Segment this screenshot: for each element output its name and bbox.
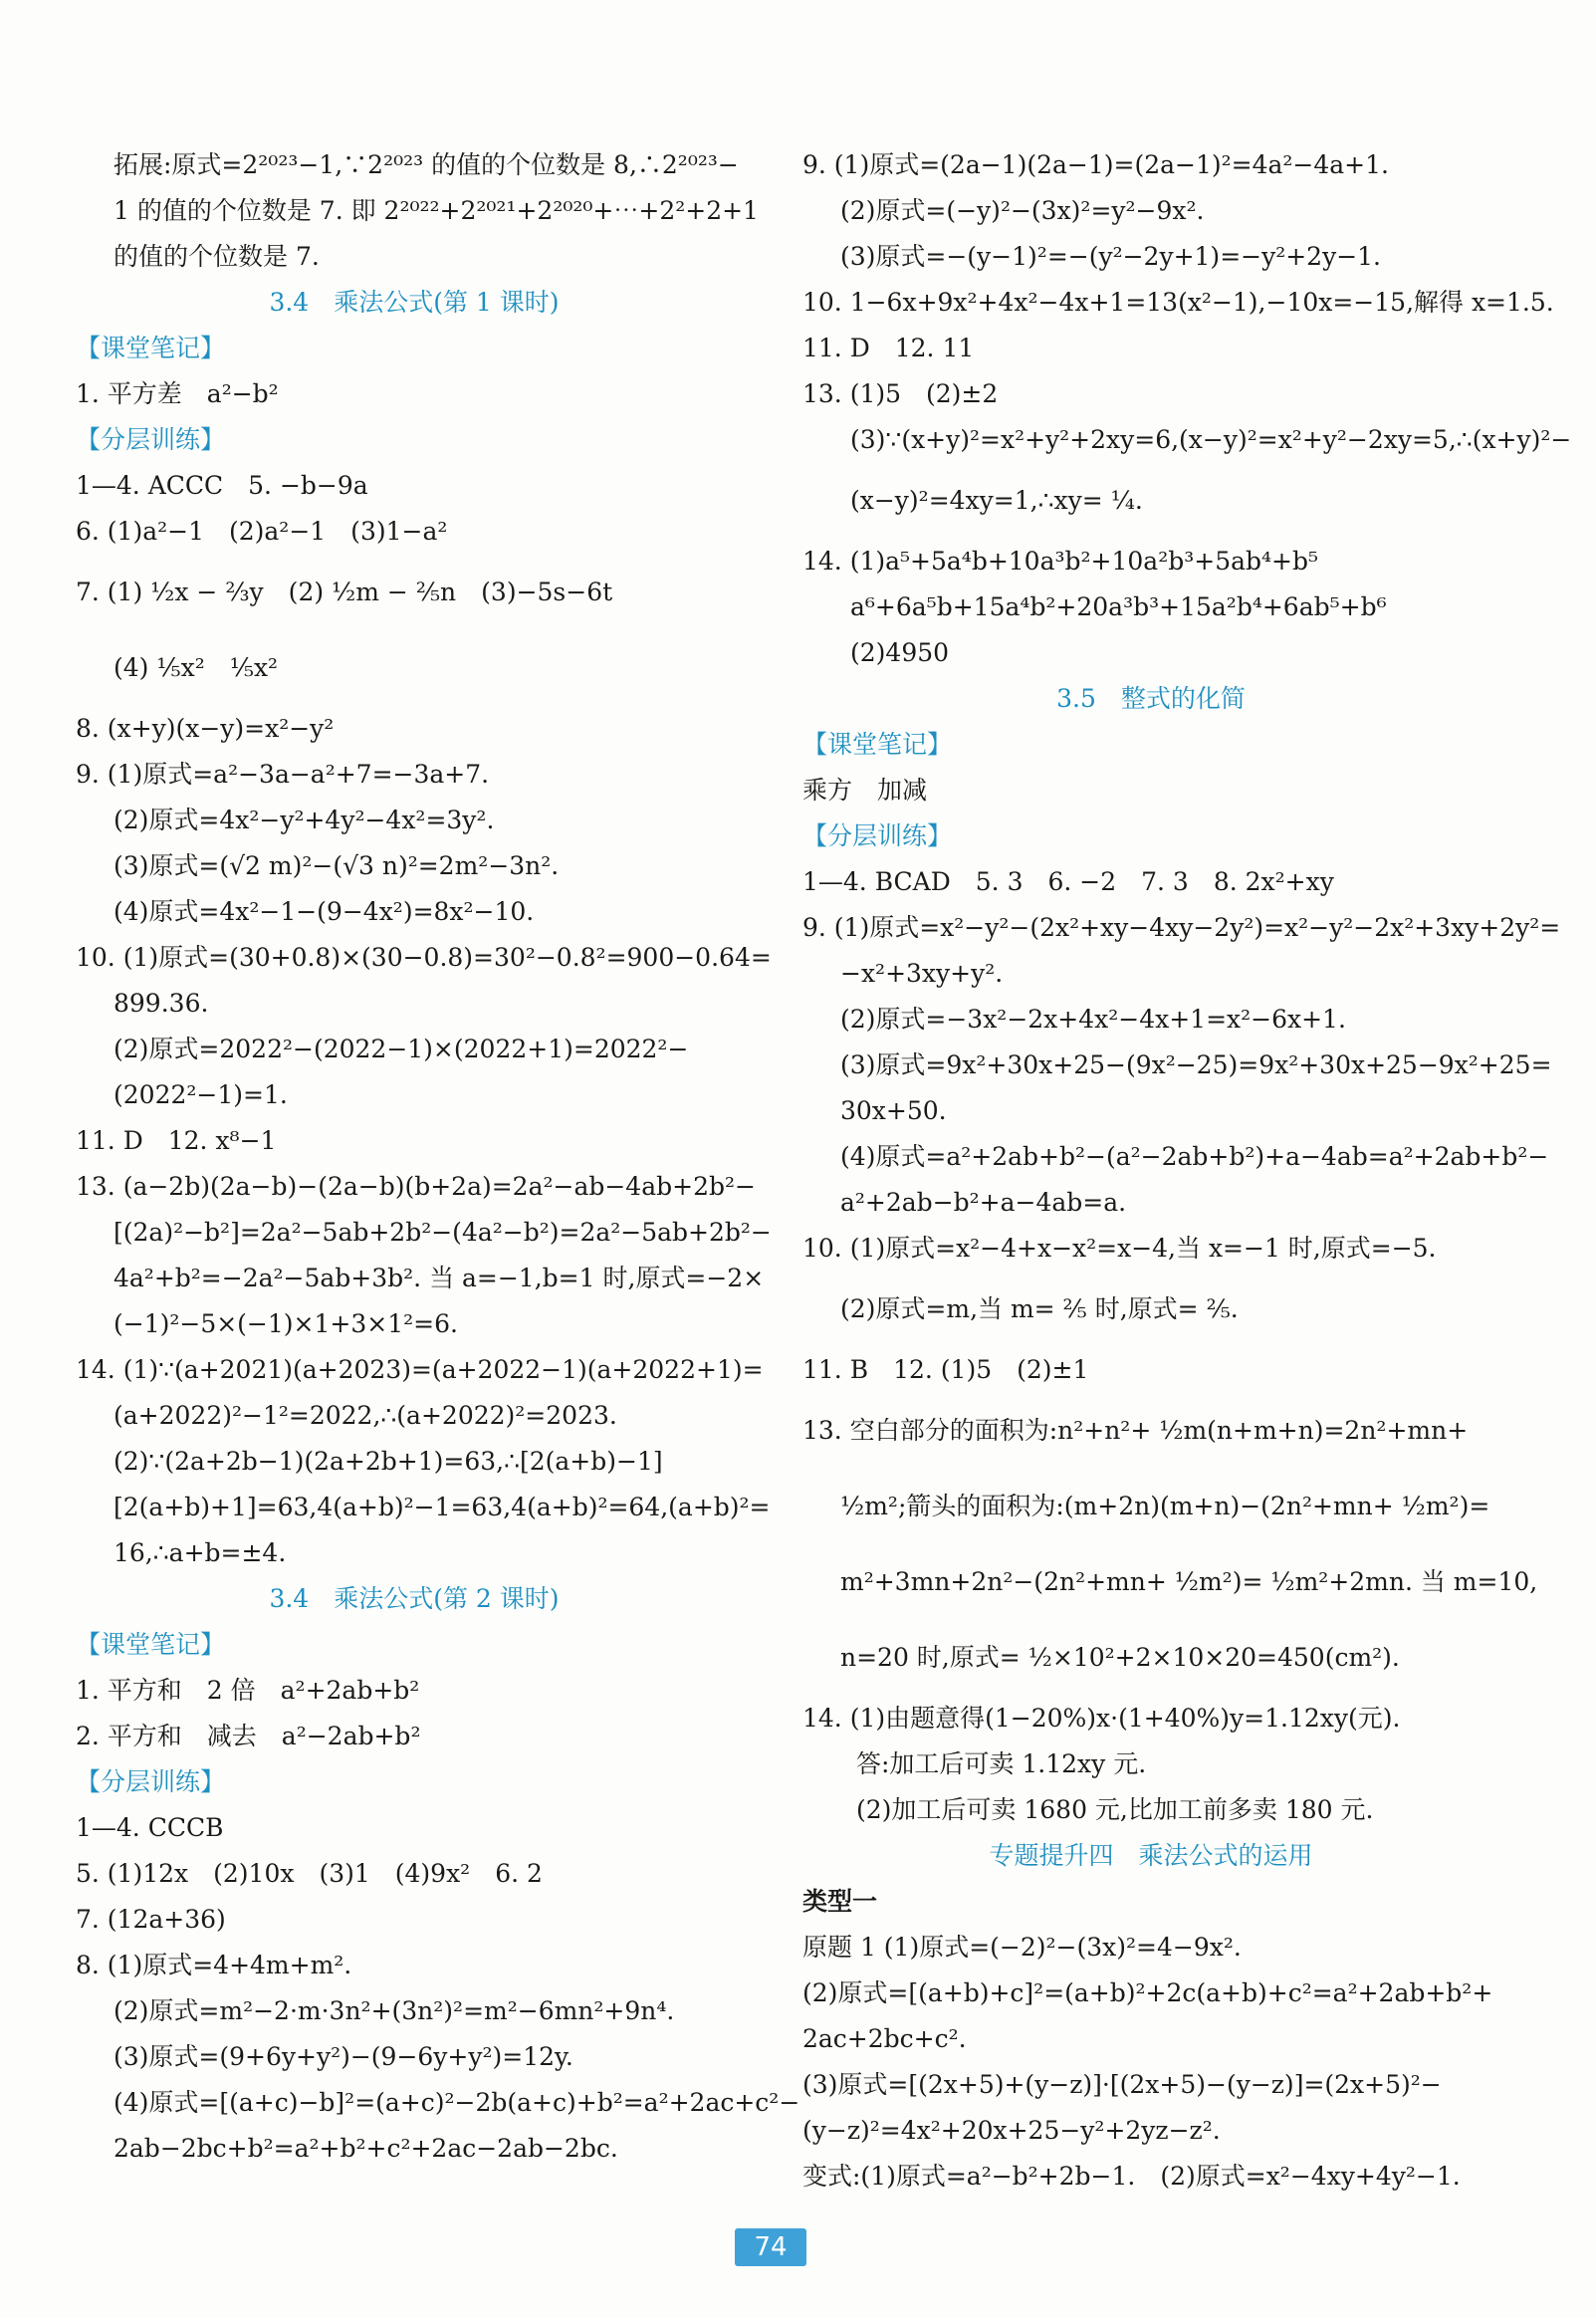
answer-line: (3)原式=−(y−1)²=−(y²−2y+1)=−y²+2y−1. <box>840 242 1382 271</box>
answer-line: 4a²+b²=−2a²−5ab+3b². 当 a=−1,b=1 时,原式=−2× <box>114 1264 765 1292</box>
answer-line: (−1)²−5×(−1)×1+3×1²=6. <box>114 1309 458 1338</box>
section-heading: 3.4 乘法公式(第 1 课时) <box>269 288 560 317</box>
answer-line: (2)加工后可卖 1680 元,比加工前多卖 180 元. <box>856 1795 1374 1824</box>
answer-line: (a+2022)²−1²=2022,∴(a+2022)²=2023. <box>114 1401 617 1430</box>
answer-line: 16,∴a+b=±4. <box>114 1538 287 1567</box>
subsection-label: 【课堂笔记】 <box>76 1630 226 1659</box>
answer-line: [(2a)²−b²]=2a²−5ab+2b²−(4a²−b²)=2a²−5ab+2b²− <box>114 1218 772 1247</box>
answer-line: n=20 时,原式= ½×10²+2×10×20=450(cm²). <box>840 1643 1400 1672</box>
answer-line: 11. D 12. x⁸−1 <box>76 1126 277 1155</box>
answer-line: (2)原式=m²−2·m·3n²+(3n²)²=m²−6mn²+9n⁴. <box>114 1996 675 2025</box>
answer-line: 13. (1)5 (2)±2 <box>802 379 999 408</box>
answer-line: a⁶+6a⁵b+15a⁴b²+20a³b³+15a²b⁴+6ab⁵+b⁶ <box>850 592 1387 621</box>
answer-line: (2)原式=4x²−y²+4y²−4x²=3y². <box>114 806 495 834</box>
answer-line: (2)原式=2022²−(2022−1)×(2022+1)=2022²− <box>114 1035 689 1063</box>
section-heading: 3.5 整式的化简 <box>1056 684 1246 713</box>
answer-line: 5. (1)12x (2)10x (3)1 (4)9x² 6. 2 <box>76 1859 543 1888</box>
answer-line: (3)原式=(9+6y+y²)−(9−6y+y²)=12y. <box>114 2042 573 2071</box>
answer-line: 10. (1)原式=(30+0.8)×(30−0.8)=30²−0.8²=900−0.64= <box>76 943 772 972</box>
page-number: 74 <box>735 2228 806 2266</box>
answer-line: (2)∵(2a+2b−1)(2a+2b+1)=63,∴[2(a+b)−1] <box>114 1447 663 1476</box>
answer-line: 变式:(1)原式=a²−b²+2b−1. (2)原式=x²−4xy+4y²−1. <box>802 2162 1461 2191</box>
answer-line: a²+2ab−b²+a−4ab=a. <box>840 1188 1127 1217</box>
answer-line: 1—4. CCCB <box>76 1813 224 1842</box>
answer-line: (2022²−1)=1. <box>114 1080 288 1109</box>
section-heading: 专题提升四 乘法公式的运用 <box>989 1841 1313 1870</box>
answer-line: 9. (1)原式=(2a−1)(2a−1)=(2a−1)²=4a²−4a+1. <box>802 150 1389 179</box>
answer-line: (y−z)²=4x²+20x+25−y²+2yz−z². <box>802 2116 1221 2145</box>
answer-line: 拓展:原式=2²⁰²³−1,∵2²⁰²³ 的值的个位数是 8,∴2²⁰²³− <box>114 150 739 179</box>
answer-line: [2(a+b)+1]=63,4(a+b)²−1=63,4(a+b)²=64,(a+b)²= <box>114 1493 771 1521</box>
answer-line: −x²+3xy+y². <box>840 959 1004 988</box>
answer-line: 1—4. ACCC 5. −b−9a <box>76 471 368 500</box>
answer-line: 原题 1 (1)原式=(−2)²−(3x)²=4−9x². <box>802 1933 1242 1962</box>
answer-line: (2)原式=m,当 m= ⅖ 时,原式= ⅖. <box>840 1294 1239 1323</box>
answer-line: (4) ⅕x² ⅕x² <box>114 653 279 682</box>
answer-line: 7. (1) ½x − ⅔y (2) ½m − ⅖n (3)−5s−6t <box>76 578 613 606</box>
subsection-label: 【课堂笔记】 <box>802 730 953 759</box>
left-column <box>76 142 800 2172</box>
answer-line: 9. (1)原式=a²−3a−a²+7=−3a+7. <box>76 760 490 789</box>
answer-line: 8. (1)原式=4+4m+m². <box>76 1951 352 1979</box>
answer-line: 1—4. BCAD 5. 3 6. −2 7. 3 8. 2x²+xy <box>802 867 1334 896</box>
answer-line: (4)原式=4x²−1−(9−4x²)=8x²−10. <box>114 897 535 926</box>
subsection-label: 【分层训练】 <box>76 425 226 454</box>
answer-line: 2. 平方和 减去 a²−2ab+b² <box>76 1722 421 1750</box>
answer-line: 30x+50. <box>840 1096 947 1125</box>
answer-line: (3)∵(x+y)²=x²+y²+2xy=6,(x−y)²=x²+y²−2xy=5,∴(x+y)²− <box>850 425 1572 454</box>
answer-line: 7. (12a+36) <box>76 1905 226 1934</box>
answer-line: (2)原式=[(a+b)+c]²=(a+b)²+2c(a+b)+c²=a²+2ab+b²+ <box>802 1978 1493 2007</box>
answer-line: (2)4950 <box>850 638 950 667</box>
answer-line: 的值的个位数是 7. <box>114 242 320 271</box>
answer-line: 14. (1)∵(a+2021)(a+2023)=(a+2022−1)(a+2022+1)= <box>76 1355 764 1384</box>
answer-line: 1. 平方差 a²−b² <box>76 379 279 408</box>
answer-line: 14. (1)由题意得(1−20%)x·(1+40%)y=1.12xy(元). <box>802 1704 1401 1733</box>
answer-line: (4)原式=[(a+c)−b]²=(a+c)²−2b(a+c)+b²=a²+2ac+c²− <box>114 2088 800 2117</box>
answer-line: ½m²;箭头的面积为:(m+2n)(m+n)−(2n²+mn+ ½m²)= <box>840 1492 1490 1520</box>
answer-line: 8. (x+y)(x−y)=x²−y² <box>76 714 335 743</box>
answer-line: 899.36. <box>114 989 209 1018</box>
right-column <box>802 142 1572 2200</box>
answer-line: 9. (1)原式=x²−y²−(2x²+xy−4xy−2y²)=x²−y²−2x²+3xy+2y²= <box>802 913 1561 942</box>
answer-line: m²+3mn+2n²−(2n²+mn+ ½m²)= ½m²+2mn. 当 m=10, <box>840 1567 1538 1596</box>
answer-line: 13. (a−2b)(2a−b)−(2a−b)(b+2a)=2a²−ab−4ab+2b²− <box>76 1172 756 1201</box>
answer-line: (2)原式=−3x²−2x+4x²−4x+1=x²−6x+1. <box>840 1005 1346 1034</box>
answer-line: (3)原式=(√2 m)²−(√3 n)²=2m²−3n². <box>114 851 560 880</box>
answer-line: 10. (1)原式=x²−4+x−x²=x−4,当 x=−1 时,原式=−5. <box>802 1234 1437 1263</box>
section-heading: 3.4 乘法公式(第 2 课时) <box>269 1584 560 1613</box>
answer-line: 类型一 <box>802 1887 878 1916</box>
answer-line: 2ac+2bc+c². <box>802 2024 967 2053</box>
answer-line: 答:加工后可卖 1.12xy 元. <box>856 1749 1147 1778</box>
answer-line: (2)原式=(−y)²−(3x)²=y²−9x². <box>840 196 1205 225</box>
answer-line: 乘方 加减 <box>802 776 928 805</box>
answer-line: 14. (1)a⁵+5a⁴b+10a³b²+10a²b³+5ab⁴+b⁵ <box>802 547 1319 576</box>
answer-line: (x−y)²=4xy=1,∴xy= ¼. <box>850 486 1143 515</box>
answer-line: 13. 空白部分的面积为:n²+n²+ ½m(n+m+n)=2n²+mn+ <box>802 1416 1469 1445</box>
subsection-label: 【分层训练】 <box>802 821 953 850</box>
subsection-label: 【课堂笔记】 <box>76 334 226 362</box>
answer-line: (4)原式=a²+2ab+b²−(a²−2ab+b²)+a−4ab=a²+2ab+b²− <box>840 1142 1549 1171</box>
answer-line: 11. D 12. 11 <box>802 334 975 362</box>
subsection-label: 【分层训练】 <box>76 1767 226 1796</box>
answer-line: (3)原式=9x²+30x+25−(9x²−25)=9x²+30x+25−9x²+25= <box>840 1050 1552 1079</box>
answer-line: 11. B 12. (1)5 (2)±1 <box>802 1355 1089 1384</box>
answer-line: 1. 平方和 2 倍 a²+2ab+b² <box>76 1676 420 1705</box>
answer-line: 6. (1)a²−1 (2)a²−1 (3)1−a² <box>76 517 448 546</box>
answer-line: 1 的值的个位数是 7. 即 2²⁰²²+2²⁰²¹+2²⁰²⁰+⋯+2²+2+1 <box>114 196 759 225</box>
answer-line: (3)原式=[(2x+5)+(y−z)]·[(2x+5)−(y−z)]=(2x+5)²− <box>802 2070 1442 2099</box>
answer-line: 2ab−2bc+b²=a²+b²+c²+2ac−2ab−2bc. <box>114 2134 618 2163</box>
answer-line: 10. 1−6x+9x²+4x²−4x+1=13(x²−1),−10x=−15,解得 x=1.5. <box>802 288 1554 317</box>
